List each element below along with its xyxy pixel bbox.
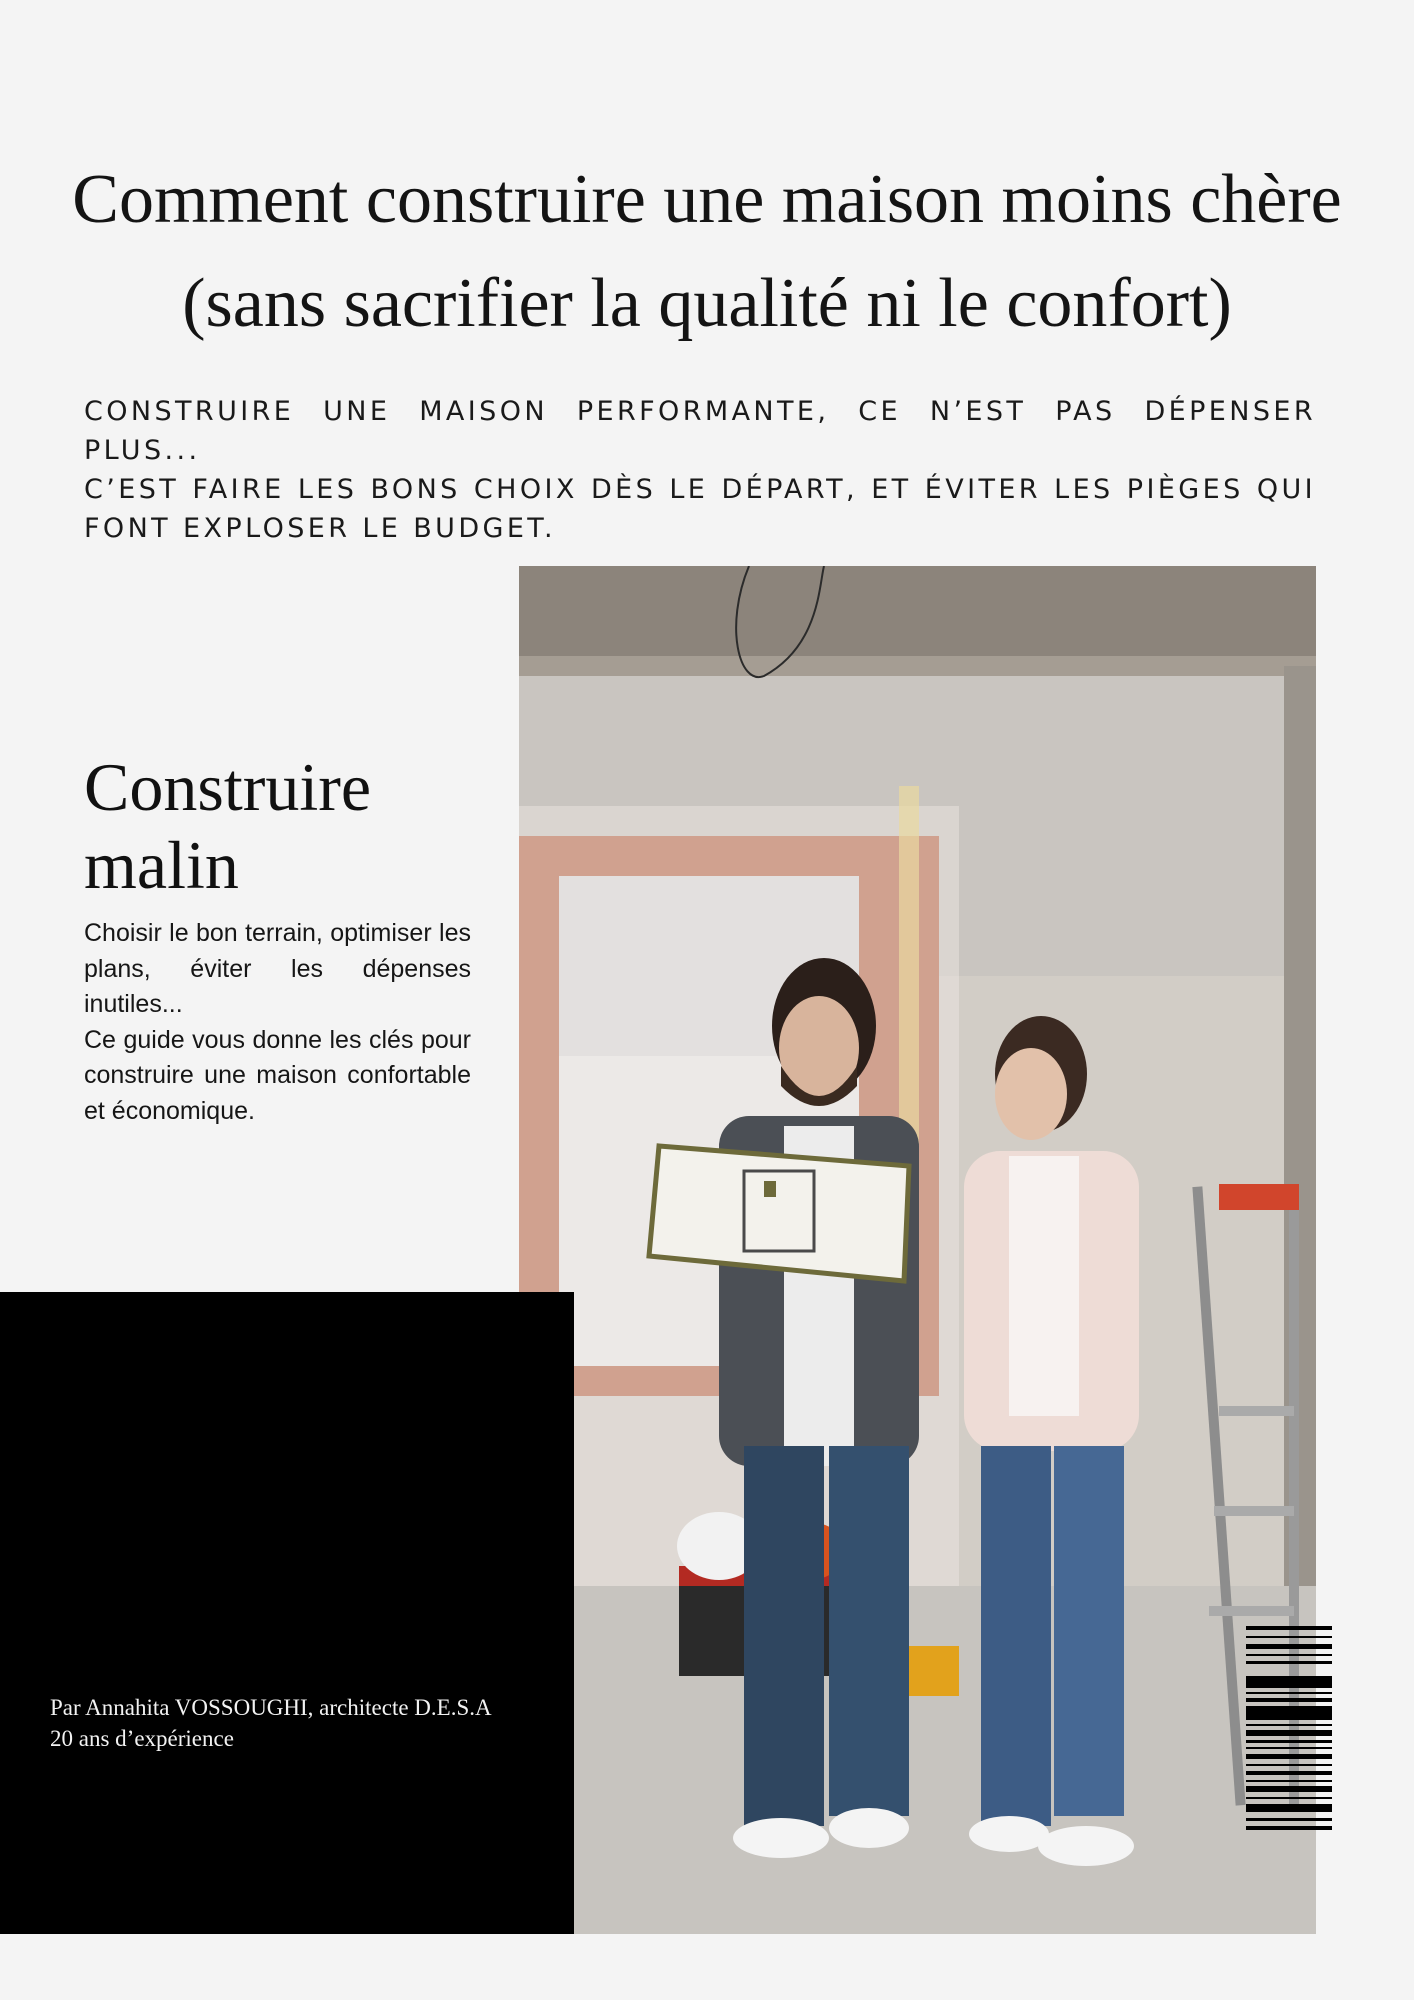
author-block <box>0 1292 574 1934</box>
tagline-line-2: C’EST FAIRE LES BONS CHOIX DÈS LE DÉPART, ET ÉVITER LES PIÈGES QUI FONT EXPLOSER LE BUDGET. <box>84 474 1316 544</box>
page-title: Comment construire une maison moins chère (sans sacrifier la qualité ni le confort) <box>72 161 1342 342</box>
barcode-icon <box>1246 1626 1332 1832</box>
section-text-paragraph-1: Choisir le bon terrain, optimiser les plans, éviter les dépenses inutiles... <box>84 919 471 1018</box>
author-credit <box>50 1692 570 1754</box>
tagline-line-1: CONSTRUIRE UNE MAISON PERFORMANTE, CE N’EST PAS DÉPENSER PLUS... <box>84 396 1316 466</box>
author-experience: 20 ans d’expérience <box>50 1726 234 1751</box>
tagline <box>84 392 1316 548</box>
section-heading: Construire malin <box>84 749 372 903</box>
author-name: Par Annahita VOSSOUGHI, architecte D.E.S.A <box>50 1695 492 1720</box>
section-text <box>84 916 471 1129</box>
section-text-paragraph-2: Ce guide vous donne les clés pour construire une maison confortable et économique. <box>84 1025 471 1125</box>
cover-photo <box>519 566 1316 1934</box>
